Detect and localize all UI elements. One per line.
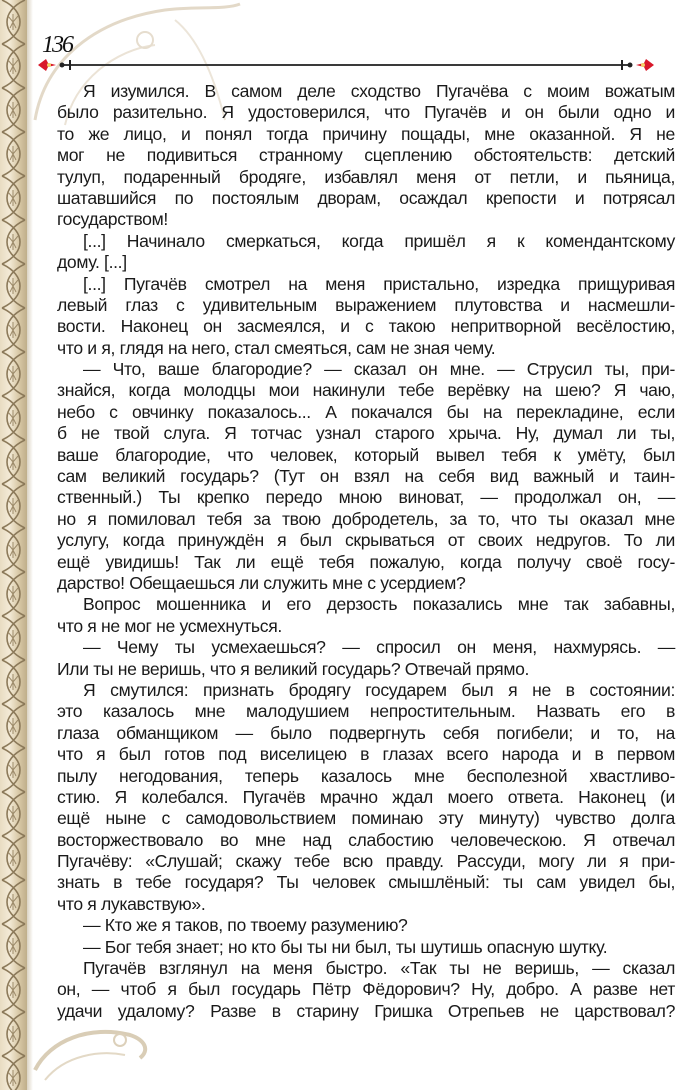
text-line: знать в тебе государя? Ты человек смышлёный: ты сам увидел бы, [57,872,675,893]
red-flower-left-icon [38,59,56,71]
text-line: [...] Начинало смеркаться, когда пришёл я к комендантскому [83,230,675,251]
text-line: [...] Пугачёв смотрел на меня пристально, изредка прищуривая [83,273,675,294]
text-line: шатавшийся по постоялым дворам, осаждал крепости и потрясал [57,187,675,208]
paragraph [57,937,675,958]
header-rule [36,55,656,75]
text-line: тулуп, подаренный бродяге, избавлял меня от петли, и пьяница, [57,166,675,187]
paragraph [57,231,675,274]
text-line: сам великий государь? (Тут он взял на себя вид важный и таин- [57,466,675,487]
body-text [57,81,675,1022]
text-line: было разительно. Я удостоверился, что Пугачёв и он были одно и [57,102,675,123]
text-line: вости. Наконец он засмеялся, и с такою непритворной весёлостию, [57,316,675,337]
text-line: — Что, ваше благородие? — сказал он мне. — Струсил ты, при- [83,359,675,380]
text-line: дому. [...] [57,252,127,273]
text-line: дарство! Обещаешься ли служить мне с усердием? [57,572,466,593]
text-line: стию. Я колебался. Пугачёв мрачно ждал моего ответа. Наконец (и [57,786,675,807]
page-number: 136 [42,32,72,58]
paragraph [57,274,675,360]
paragraph [57,637,675,680]
text-line: ственный.) Ты крепко передо мною виноват, — продолжал он, — [57,487,675,508]
paragraph [57,594,675,637]
paragraph [57,680,675,915]
border-shadow [27,0,33,1090]
text-line: левый глаз с удивительным выражением плутовства и насмешли- [57,294,675,315]
text-line: что я не мог не усмехнуться. [57,615,282,636]
text-line: Или ты не веришь, что я великий государь? Отвечай прямо. [57,658,530,679]
text-line: что я был готов под виселицею в глазах всего народа и в первом [57,744,675,765]
text-line: пылу негодования, теперь казалось мне бесполезной хвастливо- [57,765,675,786]
text-line: то же лицо, и понял тогда причину пощады, мне оказанной. Я не [57,123,675,144]
text-line: ещё увидишь! Так ли ещё тебя пожалую, когда получу своё госу- [57,551,675,572]
text-line: Пугачёв взглянул на меня быстро. «Так ты не веришь, — сказал [83,958,675,979]
text-line: это казалось мне малодушием непростительным. Назвать его в [57,701,675,722]
text-line: ваше благородие, что человек, который вывел тебя к умёту, был [57,444,675,465]
text-line: Я смутился: признать бродягу государем был я не в состоянии: [83,679,675,700]
text-line: глаза обманщиком — было подвергнуть себя погибели; и то, на [57,722,675,743]
text-line: — Бог тебя знает; но кто бы ты ни был, ты шутишь опасную шутку. [83,936,608,957]
text-line: Пугачёву: «Слушай; скажу тебе всю правду. Рассуди, могу ли я при- [57,851,675,872]
decorative-border [0,0,27,1090]
paragraph [57,359,675,594]
text-line: ещё ныне с самодовольствием поминаю эту минуту) чувство долга [57,808,675,829]
text-line: — Кто же я таков, по твоему разумению? [83,915,408,936]
text-line: услугу, когда принуждён я был скрываться от своих недругов. То ли [57,530,675,551]
border-pattern-icon [0,0,27,1090]
text-line: он, — чтоб я был государь Пётр Фёдорович? Ну, добро. А разве нет [57,979,675,1000]
text-line: Я изумился. В самом деле сходство Пугачёва с моим вожатым [83,81,675,101]
text-line: б не твой слуга. Я тотчас узнал старого хрыча. Ну, думал ли ты, [57,423,675,444]
text-line: что и я, глядя на него, стал смеяться, сам не зная чему. [57,337,496,358]
text-line: знайся, когда молодцы мои накинули тебе верёвку на шею? Я чаю, [57,380,675,401]
paragraph [57,958,675,1022]
text-line: небо с овчинку показалось... А покачался бы на перекладине, если [57,401,675,422]
text-line: мог не подивиться странному сцеплению обстоятельств: детский [57,145,675,166]
text-line: Вопрос мошенника и его дерзость показались мне так забавны, [83,594,675,615]
text-line: но я помиловал тебя за твою добродетель, за то, что ты оказал мне [57,508,675,529]
text-line: удачи удалому? Разве в старину Гришка Отрепьев не царствовал? [57,1000,675,1021]
text-line: — Чему ты усмехаешься? — спросил он меня, нахмурясь. — [83,637,675,658]
text-line: восторжествовало во мне над слабостию человеческою. Я отвечал [57,829,675,850]
text-line: государством! [57,209,168,230]
paragraph [57,81,675,231]
text-line: что я лукавствую». [57,893,206,914]
red-flower-right-icon [636,59,654,71]
paragraph [57,915,675,936]
